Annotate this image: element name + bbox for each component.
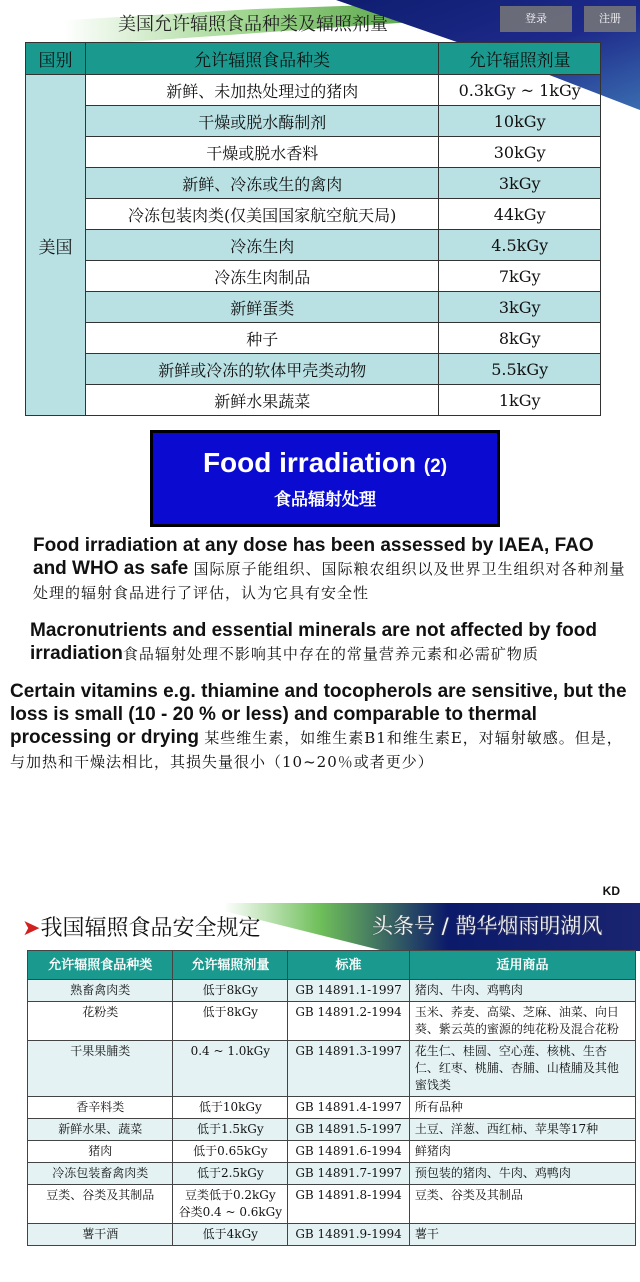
paragraph-vitamins bbox=[10, 680, 632, 774]
dose-cell: 10kGy bbox=[439, 106, 601, 137]
dose-cell: 0.4 ~ 1.0kGy bbox=[173, 1041, 288, 1097]
title-text: 我国辐照食品安全规定 bbox=[40, 916, 261, 941]
dose-cell: 7kGy bbox=[439, 261, 601, 292]
header-standard: 标准 bbox=[288, 951, 410, 980]
paragraph-nutrients bbox=[10, 619, 632, 666]
dose-cell: 低于10kGy bbox=[173, 1097, 288, 1119]
standard-cell: GB 14891.8-1994 bbox=[288, 1185, 410, 1224]
products-cell: 土豆、洋葱、西红柿、苹果等17种 bbox=[409, 1119, 635, 1141]
arrow-bullet-icon: ➤ bbox=[22, 916, 41, 941]
standard-cell: GB 14891.3-1997 bbox=[288, 1041, 410, 1097]
text-cn: 某些维生素，如维生素B1和维生素E，对辐射敏感。但是，与加热和干燥法相比，其损失量很小（10~20％或者更少） bbox=[10, 729, 623, 771]
products-cell: 所有品种 bbox=[409, 1097, 635, 1119]
food-type-cell: 花粉类 bbox=[28, 1002, 173, 1041]
food-type-cell: 豆类、谷类及其制品 bbox=[28, 1185, 173, 1224]
standard-cell: GB 14891.1-1997 bbox=[288, 980, 410, 1002]
food-type-cell: 冷冻包装畜禽肉类 bbox=[28, 1163, 173, 1185]
slide-body bbox=[10, 534, 632, 774]
dose-cell: 低于1.5kGy bbox=[173, 1119, 288, 1141]
dose-cell: 30kGy bbox=[439, 137, 601, 168]
text-en: Macronutrients and essential minerals are not affected by food irradiation bbox=[30, 620, 597, 664]
dose-cell: 4.5kGy bbox=[439, 230, 601, 261]
slide-title-number: (2) bbox=[423, 456, 448, 477]
food-type-cell: 薯干酒 bbox=[28, 1224, 173, 1246]
who-logo: KD bbox=[602, 884, 620, 898]
table-row bbox=[26, 230, 601, 261]
register-button[interactable]: 注册 bbox=[584, 6, 636, 32]
table-row bbox=[28, 1002, 636, 1041]
cn-table-title bbox=[22, 911, 260, 942]
paragraph-safety bbox=[10, 534, 632, 605]
food-cell: 干燥或脱水香料 bbox=[86, 137, 439, 168]
food-type-cell: 熟畜禽肉类 bbox=[28, 980, 173, 1002]
standard-cell: GB 14891.9-1994 bbox=[288, 1224, 410, 1246]
china-irradiation-table bbox=[27, 950, 636, 1246]
products-cell: 预包装的猪肉、牛肉、鸡鸭肉 bbox=[409, 1163, 635, 1185]
dose-cell: 3kGy bbox=[439, 292, 601, 323]
table-row bbox=[26, 292, 601, 323]
header-country: 国别 bbox=[26, 43, 86, 75]
products-cell: 鲜猪肉 bbox=[409, 1141, 635, 1163]
food-cell: 冷冻生肉制品 bbox=[86, 261, 439, 292]
dose-cell: 5.5kGy bbox=[439, 354, 601, 385]
table-row bbox=[26, 385, 601, 416]
table-row bbox=[28, 1097, 636, 1119]
food-type-cell: 干果果脯类 bbox=[28, 1041, 173, 1097]
dose-cell: 0.3kGy ~ 1kGy bbox=[439, 75, 601, 106]
watermark: 头条号 / 鹊华烟雨明湖风 bbox=[372, 914, 603, 938]
text-cn: 食品辐射处理不影响其中存在的常量营养元素和必需矿物质 bbox=[122, 645, 539, 663]
standard-cell: GB 14891.6-1994 bbox=[288, 1141, 410, 1163]
food-type-cell: 猪肉 bbox=[28, 1141, 173, 1163]
table-row bbox=[26, 168, 601, 199]
table-row bbox=[28, 980, 636, 1002]
table-row bbox=[28, 1119, 636, 1141]
dose-cell: 低于0.65kGy bbox=[173, 1141, 288, 1163]
standard-cell: GB 14891.5-1997 bbox=[288, 1119, 410, 1141]
food-cell: 种子 bbox=[86, 323, 439, 354]
dose-cell: 低于2.5kGy bbox=[173, 1163, 288, 1185]
food-cell: 新鲜或冷冻的软体甲壳类动物 bbox=[86, 354, 439, 385]
country-cell: 美国 bbox=[26, 75, 86, 416]
table-row bbox=[28, 1141, 636, 1163]
table-row bbox=[26, 75, 601, 106]
food-cell: 新鲜、冷冻或生的禽肉 bbox=[86, 168, 439, 199]
standard-cell: GB 14891.4-1997 bbox=[288, 1097, 410, 1119]
products-cell: 薯干 bbox=[409, 1224, 635, 1246]
header-dose: 允许辐照剂量 bbox=[173, 951, 288, 980]
login-button[interactable]: 登录 bbox=[500, 6, 572, 32]
table-row bbox=[26, 199, 601, 230]
dose-cell: 低于8kGy bbox=[173, 980, 288, 1002]
dose-cell: 豆类低于0.2kGy 谷类0.4 ~ 0.6kGy bbox=[173, 1185, 288, 1224]
products-cell: 玉米、荞麦、高粱、芝麻、油菜、向日葵、紫云英的蜜源的纯花粉及混合花粉 bbox=[409, 1002, 635, 1041]
food-cell: 干燥或脱水酶制剂 bbox=[86, 106, 439, 137]
table-row bbox=[26, 354, 601, 385]
food-type-cell: 香辛料类 bbox=[28, 1097, 173, 1119]
dose-cell: 低于8kGy bbox=[173, 1002, 288, 1041]
standard-cell: GB 14891.7-1997 bbox=[288, 1163, 410, 1185]
table-header bbox=[26, 43, 601, 75]
us-table-title: 美国允许辐照食品种类及辐照剂量 bbox=[118, 14, 388, 35]
table-row bbox=[26, 106, 601, 137]
table-row bbox=[26, 323, 601, 354]
products-cell: 花生仁、桂圆、空心莲、核桃、生杏仁、红枣、桃脯、杏脯、山楂脯及其他蜜饯类 bbox=[409, 1041, 635, 1097]
table-row bbox=[28, 1163, 636, 1185]
standard-cell: GB 14891.2-1994 bbox=[288, 1002, 410, 1041]
products-cell: 猪肉、牛肉、鸡鸭肉 bbox=[409, 980, 635, 1002]
text-en: Certain vitamins e.g. thiamine and tocopherols are sensitive, but the loss is small (10 - 20 % or less) and comparable to thermal processing or drying bbox=[10, 681, 627, 748]
food-irradiation-slide bbox=[0, 420, 640, 900]
products-cell: 豆类、谷类及其制品 bbox=[409, 1185, 635, 1224]
us-irradiation-table bbox=[25, 42, 601, 416]
food-cell: 冷冻包装肉类(仅美国国家航空航天局) bbox=[86, 199, 439, 230]
header-food-type: 允许辐照食品种类 bbox=[28, 951, 173, 980]
dose-cell: 8kGy bbox=[439, 323, 601, 354]
header-dose: 允许辐照剂量 bbox=[439, 43, 601, 75]
table-header bbox=[28, 951, 636, 980]
dose-cell: 44kGy bbox=[439, 199, 601, 230]
table-row bbox=[28, 1185, 636, 1224]
dose-cell: 低于4kGy bbox=[173, 1224, 288, 1246]
food-type-cell: 新鲜水果、蔬菜 bbox=[28, 1119, 173, 1141]
table-row bbox=[28, 1224, 636, 1246]
text-en: Food irradiation at any dose has been assessed by IAEA, FAO and WHO as safe bbox=[33, 535, 594, 579]
food-cell: 冷冻生肉 bbox=[86, 230, 439, 261]
food-cell: 新鲜蛋类 bbox=[86, 292, 439, 323]
header-food: 允许辐照食品种类 bbox=[86, 43, 439, 75]
slide-subtitle: 食品辐射处理 bbox=[274, 490, 376, 510]
table-row bbox=[26, 261, 601, 292]
food-cell: 新鲜水果蔬菜 bbox=[86, 385, 439, 416]
text-cn: 国际原子能组织、国际粮农组织以及世界卫生组织对各种剂量处理的辐射食品进行了评估，认为它具有安全性 bbox=[33, 560, 626, 602]
slide-title: Food irradiation bbox=[202, 447, 417, 478]
table-row bbox=[26, 137, 601, 168]
dose-cell: 1kGy bbox=[439, 385, 601, 416]
header-products: 适用商品 bbox=[409, 951, 635, 980]
dose-cell: 3kGy bbox=[439, 168, 601, 199]
food-cell: 新鲜、未加热处理过的猪肉 bbox=[86, 75, 439, 106]
table-row bbox=[28, 1041, 636, 1097]
slide-title-box bbox=[150, 430, 500, 527]
